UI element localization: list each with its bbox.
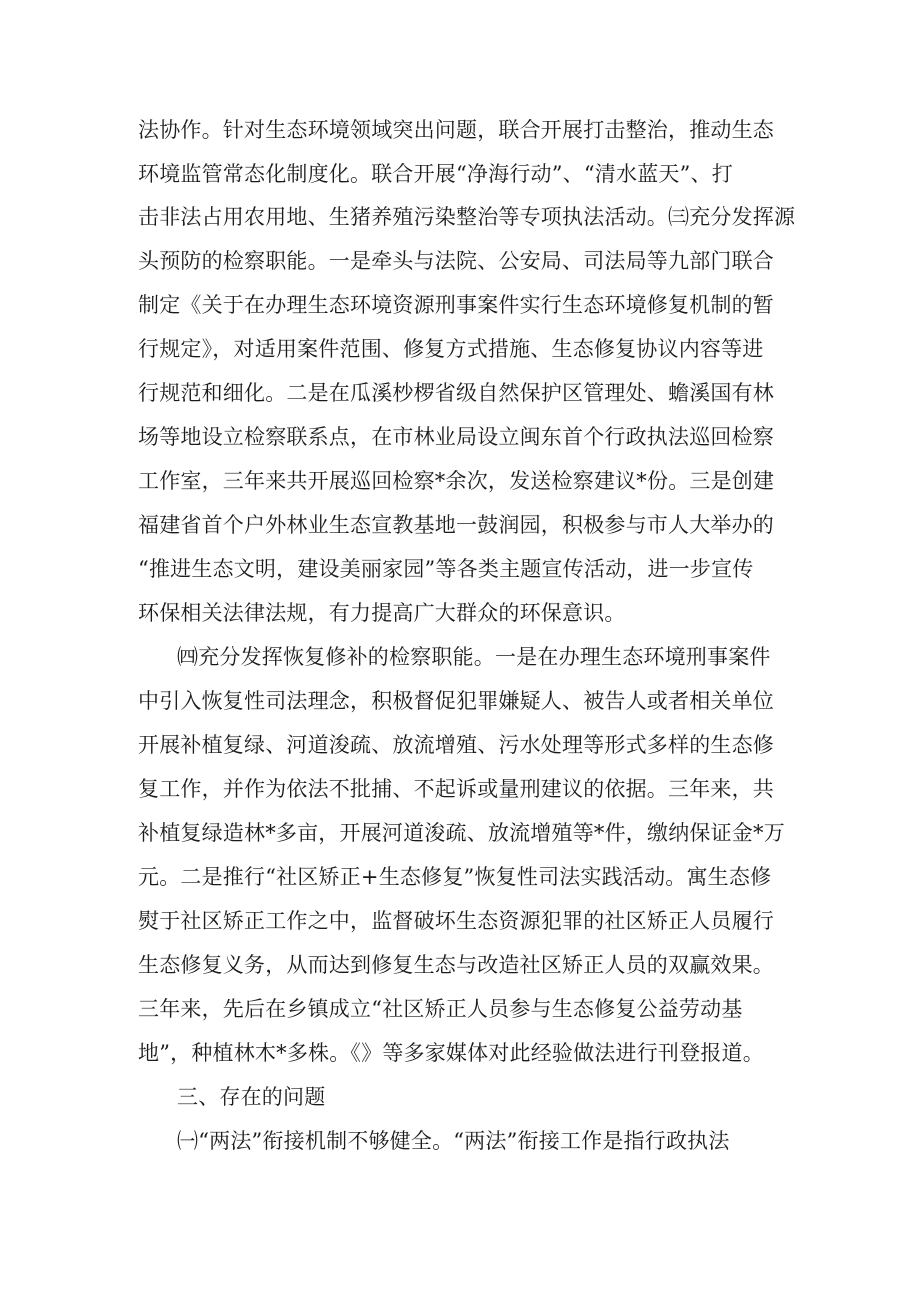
paragraph-line: 福建省首个户外林业生态宣教基地一鼓润园，积极参与市人大举办的 bbox=[138, 513, 774, 537]
paragraph-line: 法协作。针对生态环境领域突出问题，联合开展打击整治，推动生态 bbox=[138, 118, 774, 142]
paragraph-line: “推进生态文明，建设美丽家园”等各类主题宣传活动，进一步宣传 bbox=[138, 557, 754, 581]
paragraph-line: 地”，种植林木*多株。《》等多家媒体对此经验做法进行刊登报道。 bbox=[138, 1041, 764, 1065]
paragraph-line: 中引入恢复性司法理念，积极督促犯罪嫌疑人、被告人或者相关单位 bbox=[138, 689, 774, 713]
section-heading: 三、存在的问题 bbox=[177, 1085, 326, 1109]
paragraph-line: 行规定》，对适用案件范围、修复方式措施、生态修复协议内容等进 bbox=[138, 337, 764, 361]
paragraph-line: 场等地设立检察联系点，在市林业局设立闽东首个行政执法巡回检察 bbox=[138, 425, 774, 449]
paragraph-line: 制定《关于在办理生态环境资源刑事案件实行生态环境修复机制的暂 bbox=[138, 293, 774, 317]
paragraph-line: ㈠“两法”衔接机制不够健全。“两法”衔接工作是指行政执法 bbox=[177, 1129, 730, 1153]
paragraph-line: 环境监管常态化制度化。联合开展“净海行动”、“清水蓝天”、打 bbox=[138, 162, 733, 186]
paragraph-line: 元。二是推行“社区矫正+生态修复”恢复性司法实践活动。寓生态修 bbox=[138, 865, 772, 889]
paragraph-line: 三年来，先后在乡镇成立“社区矫正人员参与生态修复公益劳动基 bbox=[138, 997, 743, 1021]
paragraph-line: 工作室，三年来共开展巡回检察*余次，发送检察建议*份。三是创建 bbox=[138, 469, 775, 493]
paragraph-line: 复工作，并作为依法不批捕、不起诉或量刑建议的依据。三年来，共 bbox=[138, 777, 774, 801]
paragraph-line: 行规范和细化。二是在瓜溪杪椤省级自然保护区管理处、蟾溪国有林 bbox=[138, 381, 774, 405]
paragraph-line: ㈣充分发挥恢复修补的检察职能。一是在办理生态环境刑事案件 bbox=[177, 645, 771, 669]
paragraph-line: 击非法占用农用地、生猪养殖污染整治等专项执法活动。㈢充分发挥源 bbox=[138, 205, 796, 229]
paragraph-line: 补植复绿造林*多亩，开展河道浚疏、放流增殖等*件，缴纳保证金*万 bbox=[138, 821, 785, 845]
paragraph-line: 熨于社区矫正工作之中，监督破坏生态资源犯罪的社区矫正人员履行 bbox=[138, 909, 774, 933]
paragraph-line: 生态修复义务，从而达到修复生态与改造社区矫正人员的双赢效果。 bbox=[138, 953, 774, 977]
paragraph-line: 环保相关法律法规，有力提高广大群众的环保意识。 bbox=[138, 601, 626, 625]
paragraph-line: 开展补植复绿、河道浚疏、放流增殖、污水处理等形式多样的生态修 bbox=[138, 733, 774, 757]
paragraph-line: 头预防的检察职能。一是牵头与法院、公安局、司法局等九部门联合 bbox=[138, 249, 774, 273]
